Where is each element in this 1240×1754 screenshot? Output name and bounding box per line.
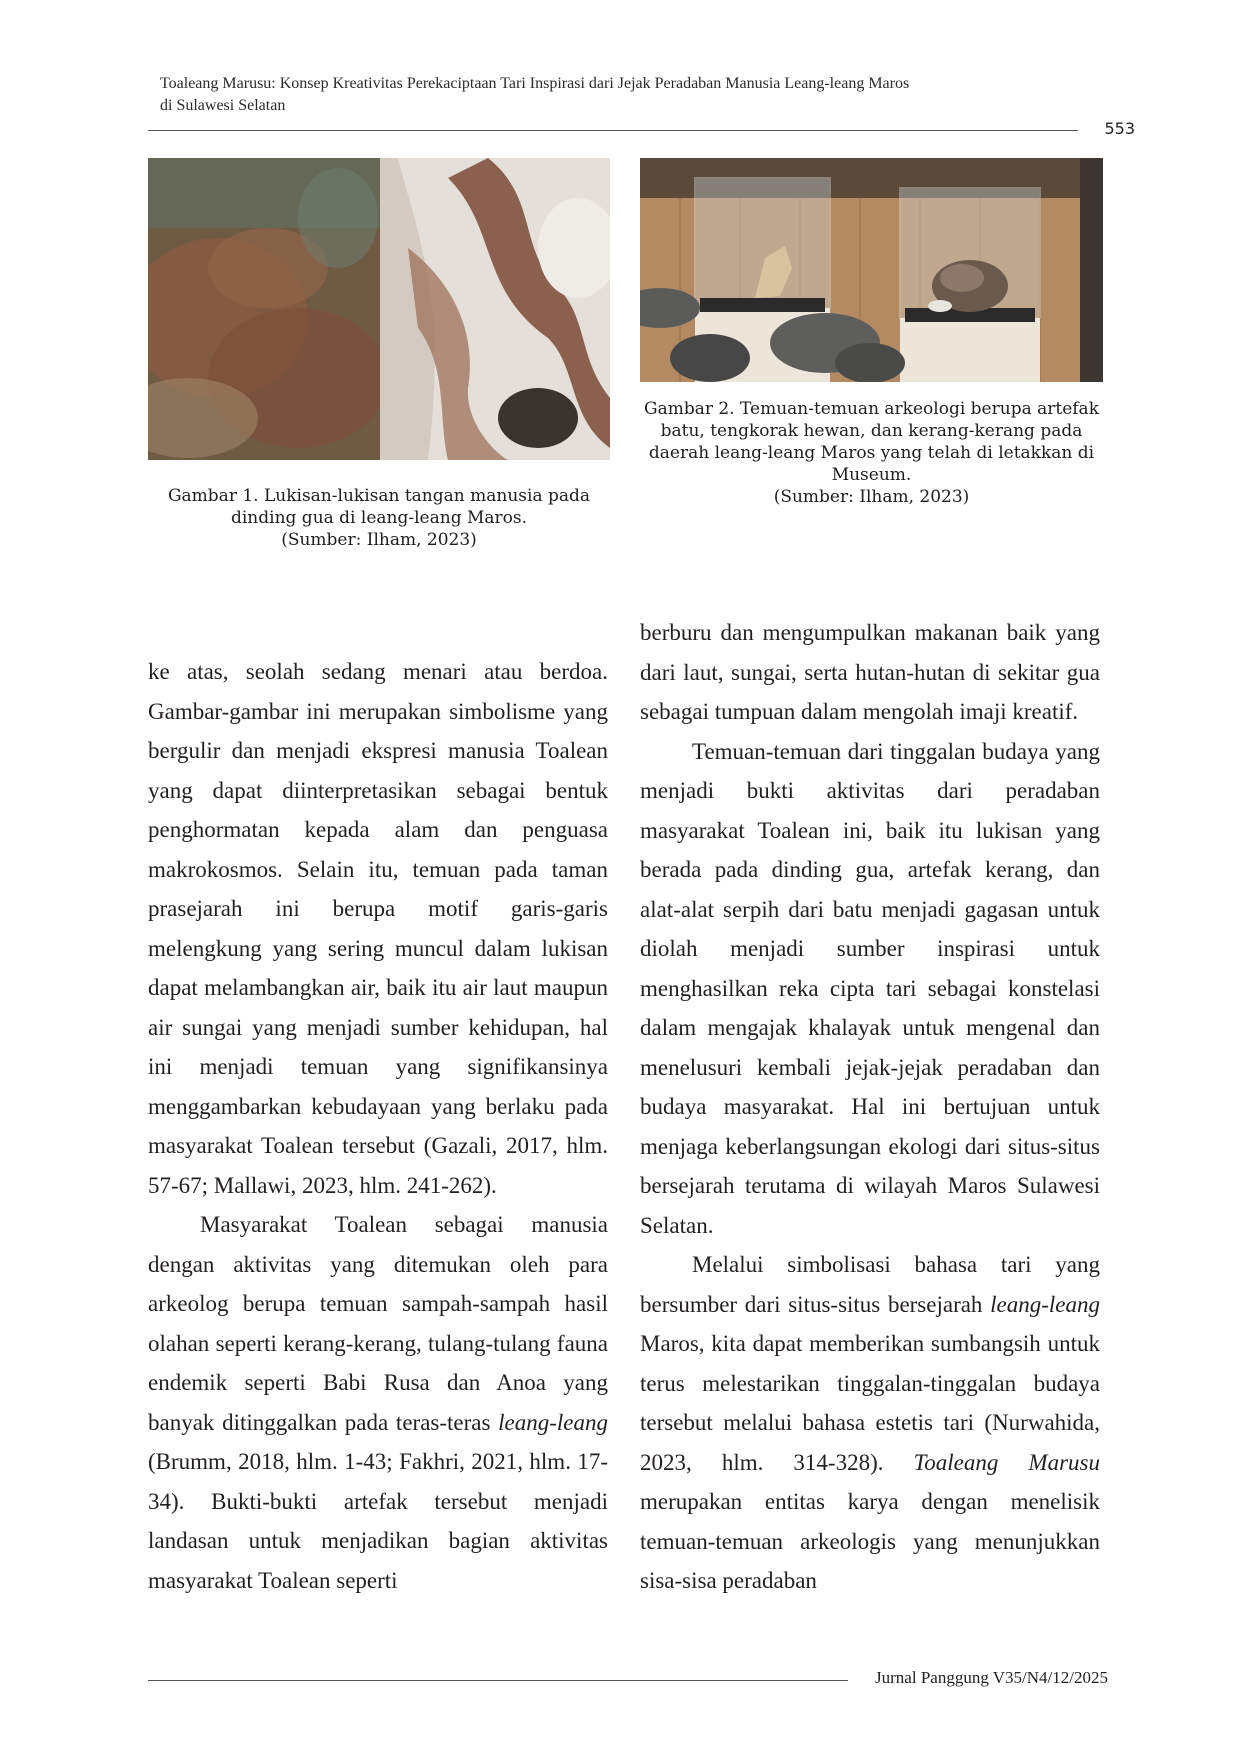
body-paragraph (640, 1245, 1100, 1601)
italic-term: leang-leang (990, 1291, 1100, 1317)
italic-term: leang-leang (498, 1409, 608, 1435)
text-run: Maros, kita dapat memberikan sumbangsih untuk terus melestarikan tinggalan-tinggalan budaya tersebut melalui bahasa estetis tari (Nurwahida, 2023, hlm. 314-328). (640, 1331, 1100, 1475)
running-title-line-1: Toaleang Marusu: Konsep Kreativitas Perekaciptaan Tari Inspirasi dari Jejak Peradaban Manusia Leang-leang Maros (160, 75, 910, 92)
caption-line: daerah leang-leang Maros yang telah di letakkan di (648, 443, 1095, 463)
header-rule (148, 130, 1078, 131)
page-number: 553 (1104, 119, 1135, 138)
journal-footer: Jurnal Panggung V35/N4/12/2025 (875, 1668, 1108, 1687)
caption-line: Museum. (831, 465, 912, 485)
text-run: (Brumm, 2018, hlm. 1-43; Fakhri, 2021, hlm. 17-34). Bukti-bukti artefak tersebut menjadi landasan untuk menjadikan bagian aktivitas masyarakat Toalean seperti (148, 1449, 608, 1593)
caption-line: Gambar 1. Lukisan-lukisan tangan manusia pada (167, 486, 591, 506)
italic-title: Toaleang Marusu (913, 1449, 1100, 1475)
figure-1-cave-painting-photo (148, 158, 610, 460)
left-column (148, 652, 608, 1600)
caption-source: (Sumber: Ilham, 2023) (281, 530, 477, 550)
caption-source: (Sumber: Ilham, 2023) (773, 487, 970, 507)
caption-line: batu, tengkorak hewan, dan kerang-kerang pada (660, 421, 1083, 441)
body-paragraph: Temuan-temuan dari tinggalan budaya yang menjadi bukti aktivitas dari peradaban masyarakat Toalean ini, baik itu lukisan yang berada pada dinding gua, artefak kerang, dan alat-alat serpih dari batu menjadi gagasan untuk diolah menjadi sumber inspirasi untuk menghasilkan reka cipta tari sebagai konstelasi dalam mengajak khalayak untuk mengenal dan menelusuri kembali jejak-jejak peradaban dan budaya masyarakat. Hal ini bertujuan untuk menjaga keberlangsungan ekologi dari situs-situs bersejarah terutama di wilayah Maros Sulawesi Selatan. (640, 738, 1100, 1238)
caption-line: dinding gua di leang-leang Maros. (230, 508, 528, 528)
figure-2-museum-artefacts-photo (640, 158, 1103, 382)
running-title-line-2: di Sulawesi Selatan (160, 97, 286, 114)
body-paragraph: berburu dan mengumpulkan makanan baik yang dari laut, sungai, serta hutan-hutan di sekitar gua sebagai tumpuan dalam mengolah imaji kreatif. (640, 620, 1100, 724)
text-run: Melalui simbolisasi bahasa tari yang bersumber dari situs-situs bersejarah (640, 1252, 1100, 1317)
figure-1-caption (148, 485, 610, 551)
footer-rule (148, 1680, 848, 1681)
running-title (160, 73, 1040, 117)
body-paragraph (148, 1205, 608, 1600)
right-column (640, 613, 1100, 1601)
caption-line: Gambar 2. Temuan-temuan arkeologi berupa artefak (643, 399, 1099, 419)
text-run: merupakan entitas karya dengan menelisik temuan-temuan arkeologis yang menunjukkan sisa-sisa peradaban (640, 1489, 1100, 1593)
body-paragraph: ke atas, seolah sedang menari atau berdoa. Gambar-gambar ini merupakan simbolisme yang bergulir dan menjadi ekspresi manusia Toalean yang dapat diinterpretasikan sebagai bentuk penghormatan kepada alam dan penguasa makrokosmos. Selain itu, temuan pada taman prasejarah ini berupa motif garis-garis melengkung yang sering muncul dalam lukisan dapat melambangkan air, baik itu air laut maupun air sungai yang menjadi sumber kehidupan, hal ini menjadi temuan yang signifikansinya menggambarkan kebudayaan yang berlaku pada masyarakat Toalean tersebut (Gazali, 2017, hlm. 57-67; Mallawi, 2023, hlm. 241-262). (148, 659, 608, 1198)
text-run: Masyarakat Toalean sebagai manusia dengan aktivitas yang ditemukan oleh para arkeolog berupa temuan sampah-sampah hasil olahan seperti kerang-kerang, tulang-tulang fauna endemik seperti Babi Rusa dan Anoa yang banyak ditinggalkan pada teras-teras (148, 1212, 608, 1435)
figure-2-caption (630, 398, 1113, 508)
